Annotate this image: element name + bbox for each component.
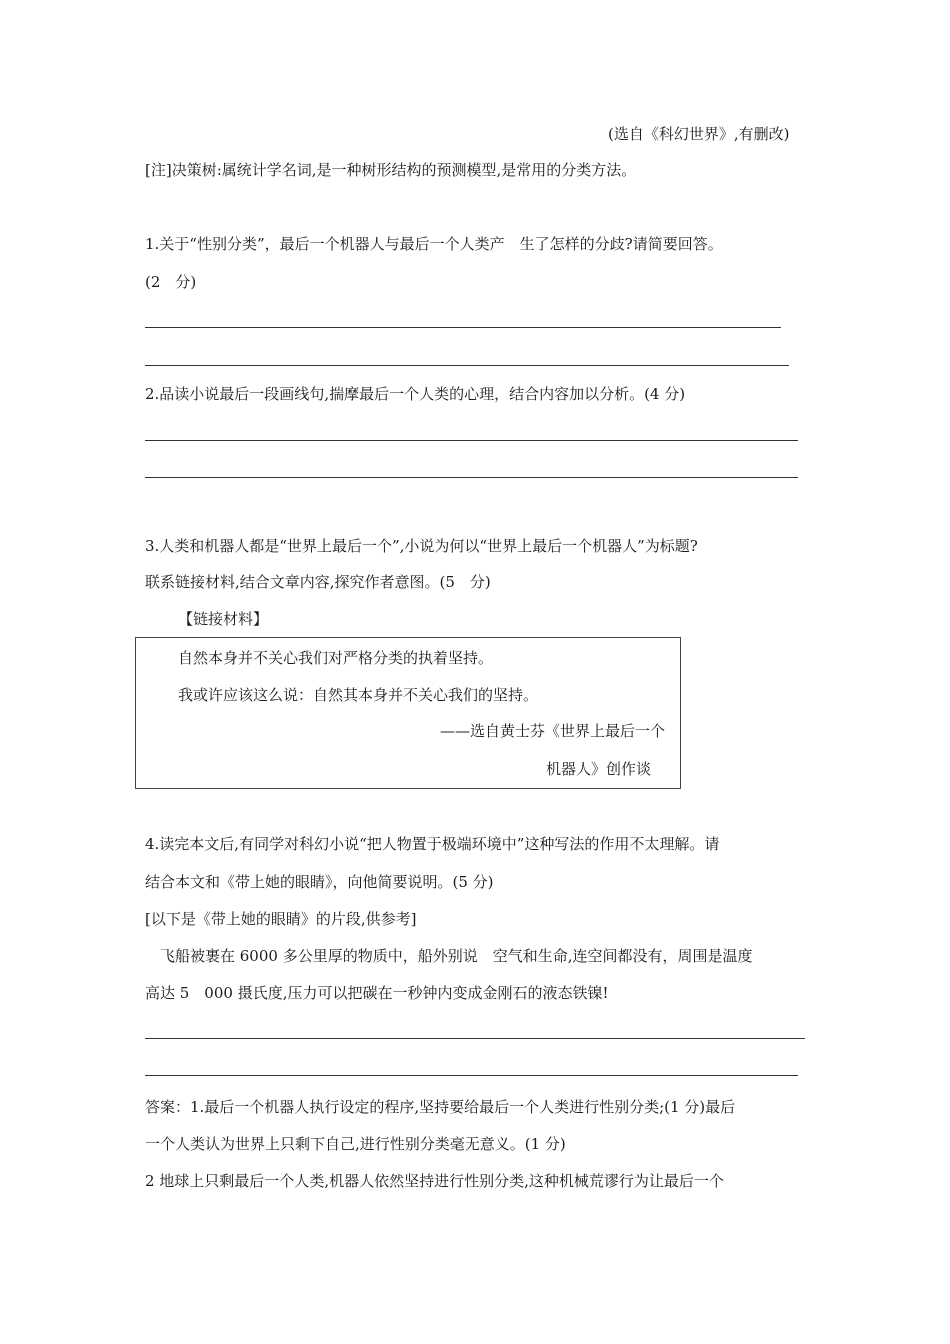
question-1-line-2: (2 分) [145, 273, 197, 291]
answer-line-2: 一个人类认为世界上只剩下自己,进行性别分类毫无意义。(1 分) [145, 1135, 566, 1153]
link-material-source-2: 机器人》创作谈 [546, 760, 652, 778]
question-1-line-1: 1.关于“性别分类”，最后一个机器人与最后一个人类产 生了怎样的分歧?请简要回答。 [145, 235, 723, 253]
question-4-line-1: 4.读完本文后,有同学对科幻小说“把人物置于极端环境中”这种写法的作用不太理解。请 [145, 835, 720, 853]
answer-line [145, 327, 781, 328]
answer-line [145, 440, 798, 441]
link-material-source-1: ——选自黄士芬《世界上最后一个 [440, 722, 666, 740]
answer-line [145, 1075, 798, 1076]
question-3-line-2: 联系链接材料,结合文章内容,探究作者意图。(5 分) [145, 573, 491, 591]
link-material-title: 【链接材料】 [178, 610, 269, 628]
question-3-line-1: 3.人类和机器人都是“世界上最后一个”,小说为何以“世界上最后一个机器人”为标题? [145, 537, 698, 555]
link-material-line-1: 自然本身并不关心我们对严格分类的执着坚持。 [178, 649, 494, 667]
answer-line-3: 2 地球上只剩最后一个人类,机器人依然坚持进行性别分类,这种机械荒谬行为让最后一个 [145, 1172, 724, 1190]
reference-line-1: 飞船被裹在 6000 多公里厚的物质中，船外别说 空气和生命,连空间都没有，周围是温度 [160, 947, 753, 965]
answer-line [145, 365, 789, 366]
answer-line-1: 答案：1.最后一个机器人执行设定的程序,坚持要给最后一个人类进行性别分类;(1 分)最后 [145, 1098, 736, 1116]
question-4-line-2: 结合本文和《带上她的眼睛》，向他简要说明。(5 分) [145, 873, 494, 891]
answer-line [145, 477, 798, 478]
question-2-line-1: 2.品读小说最后一段画线句,揣摩最后一个人类的心理，结合内容加以分析。(4 分) [145, 385, 686, 403]
source-note: (选自《科幻世界》,有删改) [608, 125, 790, 143]
reference-line-2: 高达 5 000 摄氏度,压力可以把碳在一秒钟内变成金刚石的液态铁镍! [145, 984, 609, 1002]
answer-line [145, 1038, 805, 1039]
reference-title: [以下是《带上她的眼睛》的片段,供参考] [145, 910, 417, 928]
annotation: [注]决策树:属统计学名词,是一种树形结构的预测模型,是常用的分类方法。 [145, 161, 637, 179]
link-material-line-2: 我或许应该这么说：自然其本身并不关心我们的坚持。 [178, 686, 539, 704]
